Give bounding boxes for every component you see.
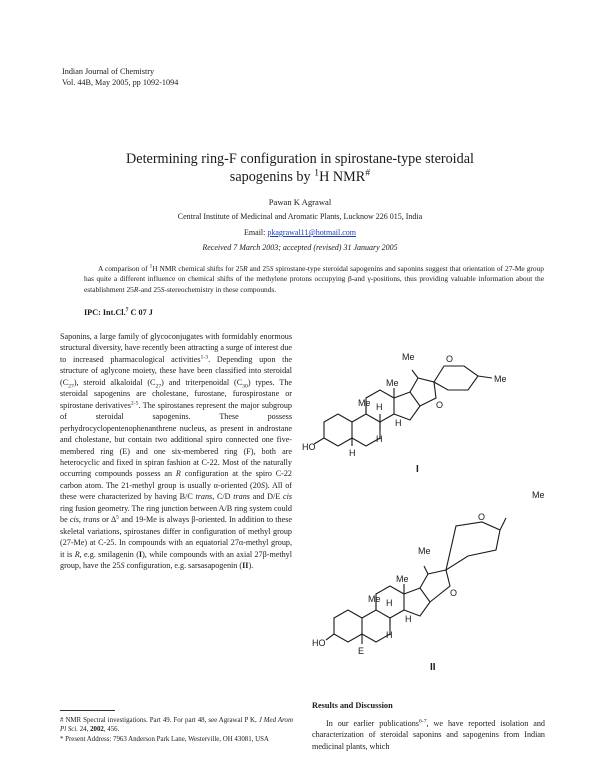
footnote-2: * Present Address: 7963 Anderson Park Lane, Westerville, OH 43081, USA	[60, 735, 269, 743]
me-label-19-I: Me	[358, 398, 371, 408]
ring-d-II	[404, 588, 430, 616]
me-label-1-II: Me	[418, 546, 431, 556]
me-label-2-I: Me	[386, 378, 399, 388]
ho-label-II: HO	[312, 638, 326, 648]
ring-f-II	[446, 522, 500, 570]
me-label-19-II: Me	[368, 594, 381, 604]
title-line-1: Determining ring-F configuration in spirostane-type steroidal	[126, 151, 474, 167]
h-label-3-I: H	[376, 434, 383, 444]
ipc-classification: IPC: Int.Cl.$^7$ C 07 J	[84, 307, 153, 317]
me-label-3-I: Me	[494, 374, 507, 384]
author-email: Email: pkagrawal11@hotmail.com	[244, 228, 356, 237]
compound-label-II: II	[430, 662, 436, 673]
h-label-1-I: H	[395, 418, 402, 428]
footnotes	[60, 716, 293, 744]
h-label-1-II: H	[405, 614, 412, 624]
o-label-2-I: O	[436, 400, 444, 410]
journal-header	[62, 66, 178, 88]
h-label-4-I: H	[349, 448, 356, 458]
structure-II	[312, 490, 545, 673]
title-line-2: sapogenins by $^1$H NMR#	[229, 167, 371, 185]
section-heading-results: Results and Discussion	[312, 701, 393, 710]
ring-e-I	[410, 378, 436, 406]
compound-label-I: I	[416, 464, 419, 475]
h-label-3-II: H	[386, 630, 393, 640]
chemical-structures-figure	[302, 326, 546, 691]
ho-label-I: HO	[302, 442, 316, 452]
ring-a-I	[324, 414, 352, 446]
bonds-I	[314, 370, 492, 446]
e-label-II: E	[358, 646, 365, 656]
journal-volume: Vol. 44B, May 2005, pp 1092-1094	[62, 78, 179, 87]
bonds-II	[326, 518, 506, 644]
ring-e-II	[420, 570, 450, 602]
ring-a-II	[334, 610, 362, 642]
author-name: Pawan K Agrawal	[268, 197, 332, 207]
h-label-2-I: H	[376, 402, 383, 412]
body-column-right: In our earlier publications$^{6-7}$, we have reported isolation and characterization of steroidal saponins and sapogenins from Indian medicinal plants, which	[312, 718, 545, 751]
ring-f-I	[434, 366, 478, 390]
footnote-1: # NMR Spectral investigations. Part 49. For part 48, see Agrawal P K, J Med Arom Pl Sci. 24, 2002, 456.	[60, 717, 293, 734]
footnote-rule	[60, 710, 115, 711]
body-column-left: Saponins, a large family of glycoconjugates with formidably enormous structural diversity, have recently been attracting a surge of interest due to increased pharmacological activities$^{1-3}$. Depending upon the structure of aglycone moiety, these have been classified into steroidal $(C_{27})$, steroid alkaloidal $(C_{27})$ and triterpenoidal $(C_{30})$ types. The steroidal sapogenins are cholestane, furostane, furospirostane or spirostane derivatives$^{2-5}$. The spirostanes represent the major subgroup of steroidal sapogenins. These possess perhydrocyclopentenophenanthrene nucleus, as present in androstane and cholestane, but contain two additional spiro connected one five-membered ring (E) and one six-membered ring (F), both are heterocyclic and fixed in spiran fashion at C-22. Most of the naturally occurring compounds possess an R configuration at the spiro C-22 carbon atom. The 21-methyl group is usually α-oriented (20S). All of these were characterized by having B/C trans, C/D trans and D/E cis ring fusion geometry. The ring junction between A/B ring system could be cis, trans or $\Delta^5$ and 19-Me is always β-oriented. In addition to these skeletal variations, spirostanes differ in configuration of methyl group (27-Me) at C-25. In compounds with an equatorial 27α-methyl group, it is R, e.g. smilagenin (I), while compounds with an axial 27β-methyl group, have the 25S configuration, e.g. sarsasapogenin (II).	[60, 332, 293, 571]
me-label-3-II: Me	[532, 490, 545, 500]
me-label-2-II: Me	[396, 574, 409, 584]
email-link[interactable]: pkagrawal11@hotmail.com	[267, 228, 356, 237]
ring-d-I	[394, 392, 420, 420]
structure-I	[302, 352, 507, 475]
paper-title	[60, 150, 540, 186]
received-dates: Received 7 March 2003; accepted (revised) 31 January 2005	[202, 243, 398, 252]
abstract: A comparison of $^1$H NMR chemical shifts for 25R and 25S spirostane-type steroidal sapogenins and saponins suggest that orientation of 27-Me group has quite a different influence on chemical shifts of the methylene protons occupying β-and γ-positions, thus providing valuable information about the establishment 25R-and 25S-stereochemistry in these compounds.	[84, 263, 544, 294]
me-label-1-I: Me	[402, 352, 415, 362]
o-label-2-II: O	[450, 588, 458, 598]
h-label-2-II: H	[386, 598, 393, 608]
o-label-1-I: O	[446, 354, 454, 364]
o-label-1-II: O	[478, 512, 486, 522]
journal-name: Indian Journal of Chemistry	[62, 67, 155, 76]
author-affiliation: Central Institute of Medicinal and Aromatic Plants, Lucknow 226 015, India	[177, 212, 423, 221]
